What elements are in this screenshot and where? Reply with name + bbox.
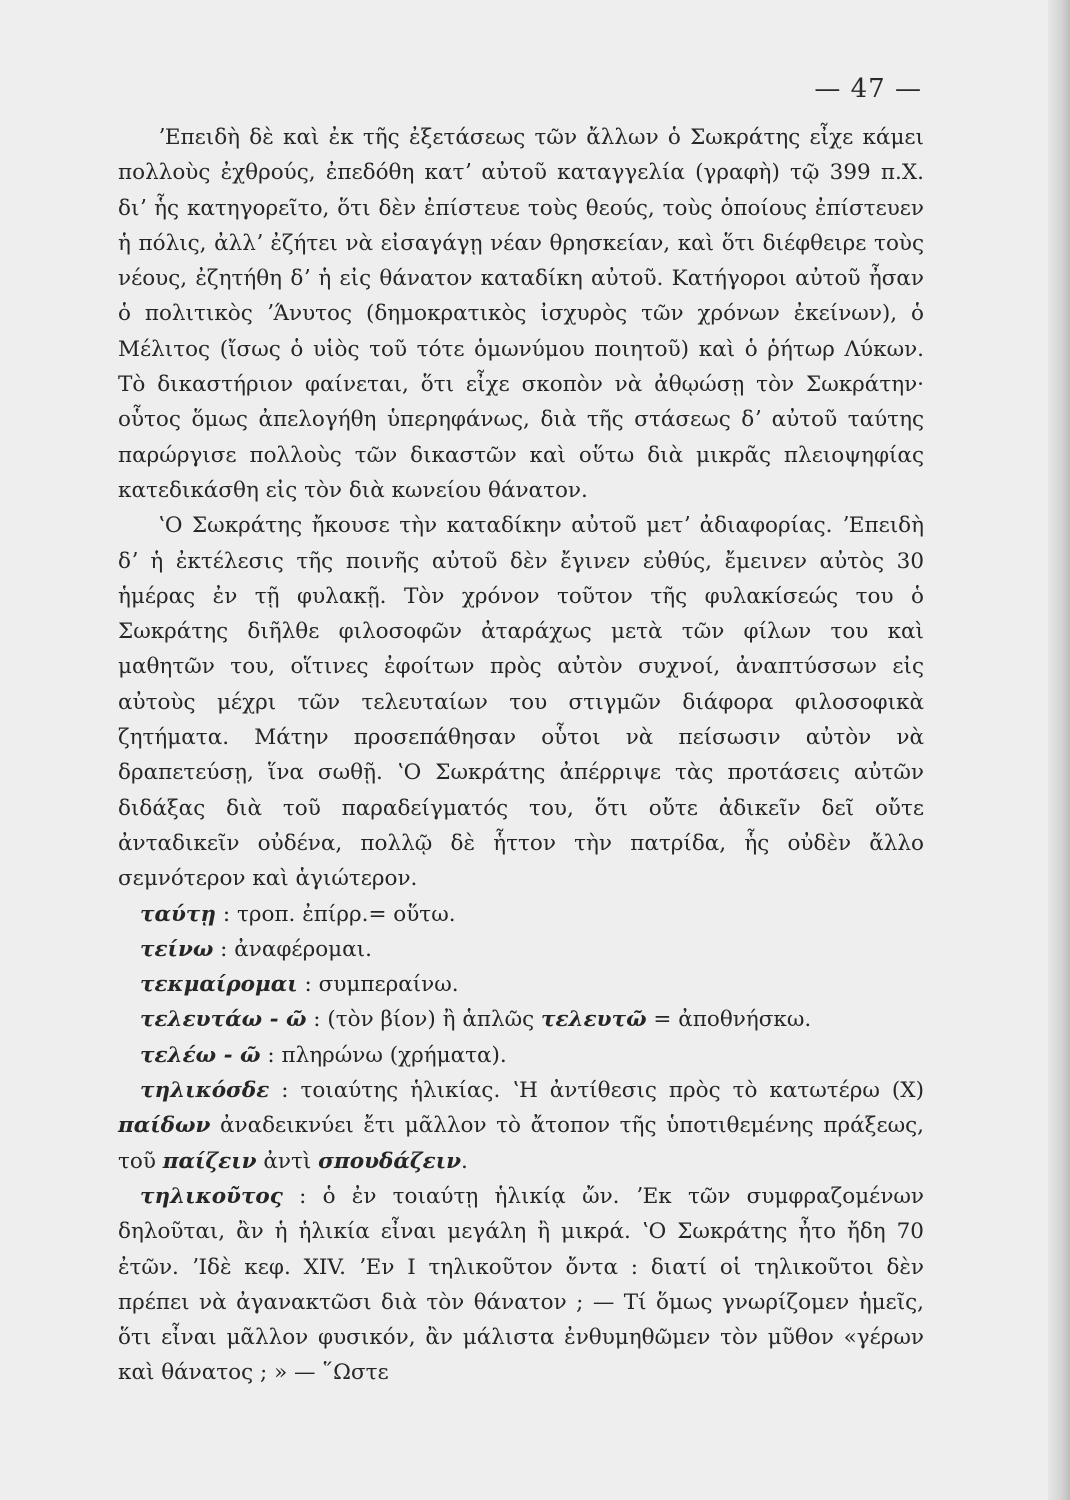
gloss-emphasis: σπουδάζειν (318, 1148, 462, 1174)
gloss-term: τελέω - ῶ (140, 1042, 261, 1068)
gloss-entry (118, 1179, 924, 1391)
paragraph-prison: ʽΟ Σωκράτης ἤκουσε τὴν καταδίκην αὐτοῦ μετʼ ἀδιαφορίας. ʼΕπειδὴ δʼ ἡ ἐκτέλεσις τῆς ποινῆς αὐτοῦ δὲν ἔγινεν εὐθύς, ἔμεινεν αὐτὸς 30 ἡμέρας ἐν τῇ φυλακῇ. Τὸν χρόνον τοῦτον τῆς φυλακίσεώς του ὁ Σωκράτης διῆλθε φιλοσοφῶν ἀταράχως μετὰ τῶν φίλων του καὶ μαθητῶν του, οἵτινες ἐφοίτων πρὸς αὐτὸν συχνοί, ἀναπτύσσων εἰς αὐτοὺς μέχρι τῶν τελευταίων του στιγμῶν διάφορα φιλοσοφικὰ ζητήματα. Μάτην προσεπάθησαν οὗτοι νὰ πείσωσιν αὐτὸν νὰ δραπετεύσῃ, ἵνα σωθῇ. ʽΟ Σωκράτης ἀπέρριψε τὰς προτάσεις αὐτῶν διδάξας διὰ τοῦ παραδείγματός του, ὅτι οὔτε ἀδικεῖν δεῖ οὔτε ἀνταδικεῖν οὐδένα, πολλῷ δὲ ἧττον τὴν πατρίδα, ἧς οὐδὲν ἄλλο σεμνότερον καὶ ἁγιώτερον. (118, 513, 924, 892)
gloss-emphasis: παίδων (118, 1113, 211, 1139)
gloss-entry (118, 932, 924, 967)
gloss-entry (118, 897, 924, 932)
gloss-definition: (τὸν βίον) ἢ ἁπλῶς (327, 1007, 541, 1033)
gloss-term: τελευτάω - ῶ (140, 1007, 307, 1033)
page-body (118, 120, 924, 1391)
gloss-term: τεκμαίρομαι (140, 972, 298, 998)
gloss-emphasis: τελευτῶ (541, 1007, 647, 1033)
gloss-separator: : (213, 936, 235, 962)
gloss-definition: ἀντὶ (256, 1148, 319, 1174)
gloss-entry (118, 967, 924, 1002)
gloss-entry (118, 1073, 924, 1179)
gloss-entry (118, 1038, 924, 1073)
gloss-definition: πληρώνω (χρήματα). (281, 1042, 507, 1068)
gloss-definition: ἀναφέρομαι. (234, 936, 372, 962)
gloss-definition: ὁ ἐν τοιαύτῃ ἡλικίᾳ ὤν. ʼΕκ τῶν συμφραζομένων δηλοῦται, ἂν ἡ ἡλικία εἶναι μεγάλη ἢ μικρά. ʽΟ Σωκράτης ἦτο ἤδη 70 ἐτῶν. ʼΙδὲ κεφ. XIV. ʼΕν I τηλικοῦτον ὄντα : διατί οἱ τηλικοῦτοι δὲν πρέπει νὰ ἀγανακτῶσι διὰ τὸν θάνατον ; — Τί ὅμως γνωρίζομεν ἡμεῖς, ὅτι εἶναι μᾶλλον φυσικόν, ἂν μάλιστα ἐνθυμηθῶμεν τὸν μῦθον «γέρων καὶ θάνατος ; » — ῞Ωστε (118, 1183, 924, 1386)
gloss-separator: : (306, 1007, 328, 1033)
gloss-emphasis: παίζειν (162, 1148, 257, 1174)
gloss-separator: : (297, 972, 319, 998)
gloss-term: τηλικοῦτος (140, 1183, 283, 1209)
paragraph-trial: ʼΕπειδὴ δὲ καὶ ἐκ τῆς ἐξετάσεως τῶν ἄλλων ὁ Σωκράτης εἶχε κάμει πολλοὺς ἐχθρούς, ἐπεδόθη κατʼ αὐτοῦ καταγγελία (γραφὴ) τῷ 399 π.Χ. διʼ ἧς κατηγορεῖτο, ὅτι δὲν ἐπίστευε τοὺς θεούς, τοὺς ὁποίους ἐπίστευεν ἡ πόλις, ἀλλʼ ἐζήτει νὰ εἰσαγάγῃ νέαν θρησκείαν, καὶ ὅτι διέφθειρε τοὺς νέους, ἐζητήθη δʼ ἡ εἰς θάνατον καταδίκη αὐτοῦ. Κατήγοροι αὐτοῦ ἦσαν ὁ πολιτικὸς ʼΆνυτος (δημοκρατικὸς ἰσχυρὸς τῶν χρόνων ἐκείνων), ὁ Μέλιτος (ἴσως ὁ υἱὸς τοῦ τότε ὁμωνύμου ποιητοῦ) καὶ ὁ ῥήτωρ Λύκων. Τὸ δικαστήριον φαίνεται, ὅτι εἶχε σκοπὸν νὰ ἀθῳώσῃ τὸν Σωκράτην· οὗτος ὅμως ἀπελογήθη ὑπερηφάνως, διὰ τῆς στάσεως δʼ αὐτοῦ ταύτης παρώργισε πολλοὺς τῶν δικαστῶν καὶ οὕτω διὰ μικρᾶς πλειοψηφίας κατεδικάσθη εἰς τὸν διὰ κωνείου θάνατον. (118, 125, 924, 503)
gloss-definition: συμπεραίνω. (318, 972, 459, 998)
gloss-entry (118, 1002, 924, 1037)
gloss-term: τείνω (140, 936, 214, 962)
gloss-separator: : (260, 1042, 282, 1068)
page-edge-shadow (1048, 0, 1070, 1500)
gloss-separator: : (216, 901, 237, 927)
gloss-definition: τοιαύτης ἡλικίας. ʽΗ ἀντίθεσις πρὸς τὸ κατωτέρω (Χ) (300, 1078, 924, 1104)
gloss-separator: : (269, 1078, 301, 1104)
gloss-definition: τροπ. ἐπίρρ.= οὕτω. (236, 901, 456, 927)
gloss-definition: = ἀποθνήσκω. (646, 1007, 812, 1033)
gloss-term: ταύτῃ (140, 901, 217, 927)
gloss-definition: . (461, 1148, 468, 1174)
gloss-term: τηλικόσδε (140, 1078, 270, 1104)
page-number: — 47 — (814, 74, 922, 104)
gloss-definition: ἀναδεικνύει ἔτι μᾶλλον τὸ ἄτοπον τῆς ὑποτιθεμένης πράξεως, τοῦ (118, 1113, 924, 1174)
gloss-separator: : (282, 1183, 323, 1209)
